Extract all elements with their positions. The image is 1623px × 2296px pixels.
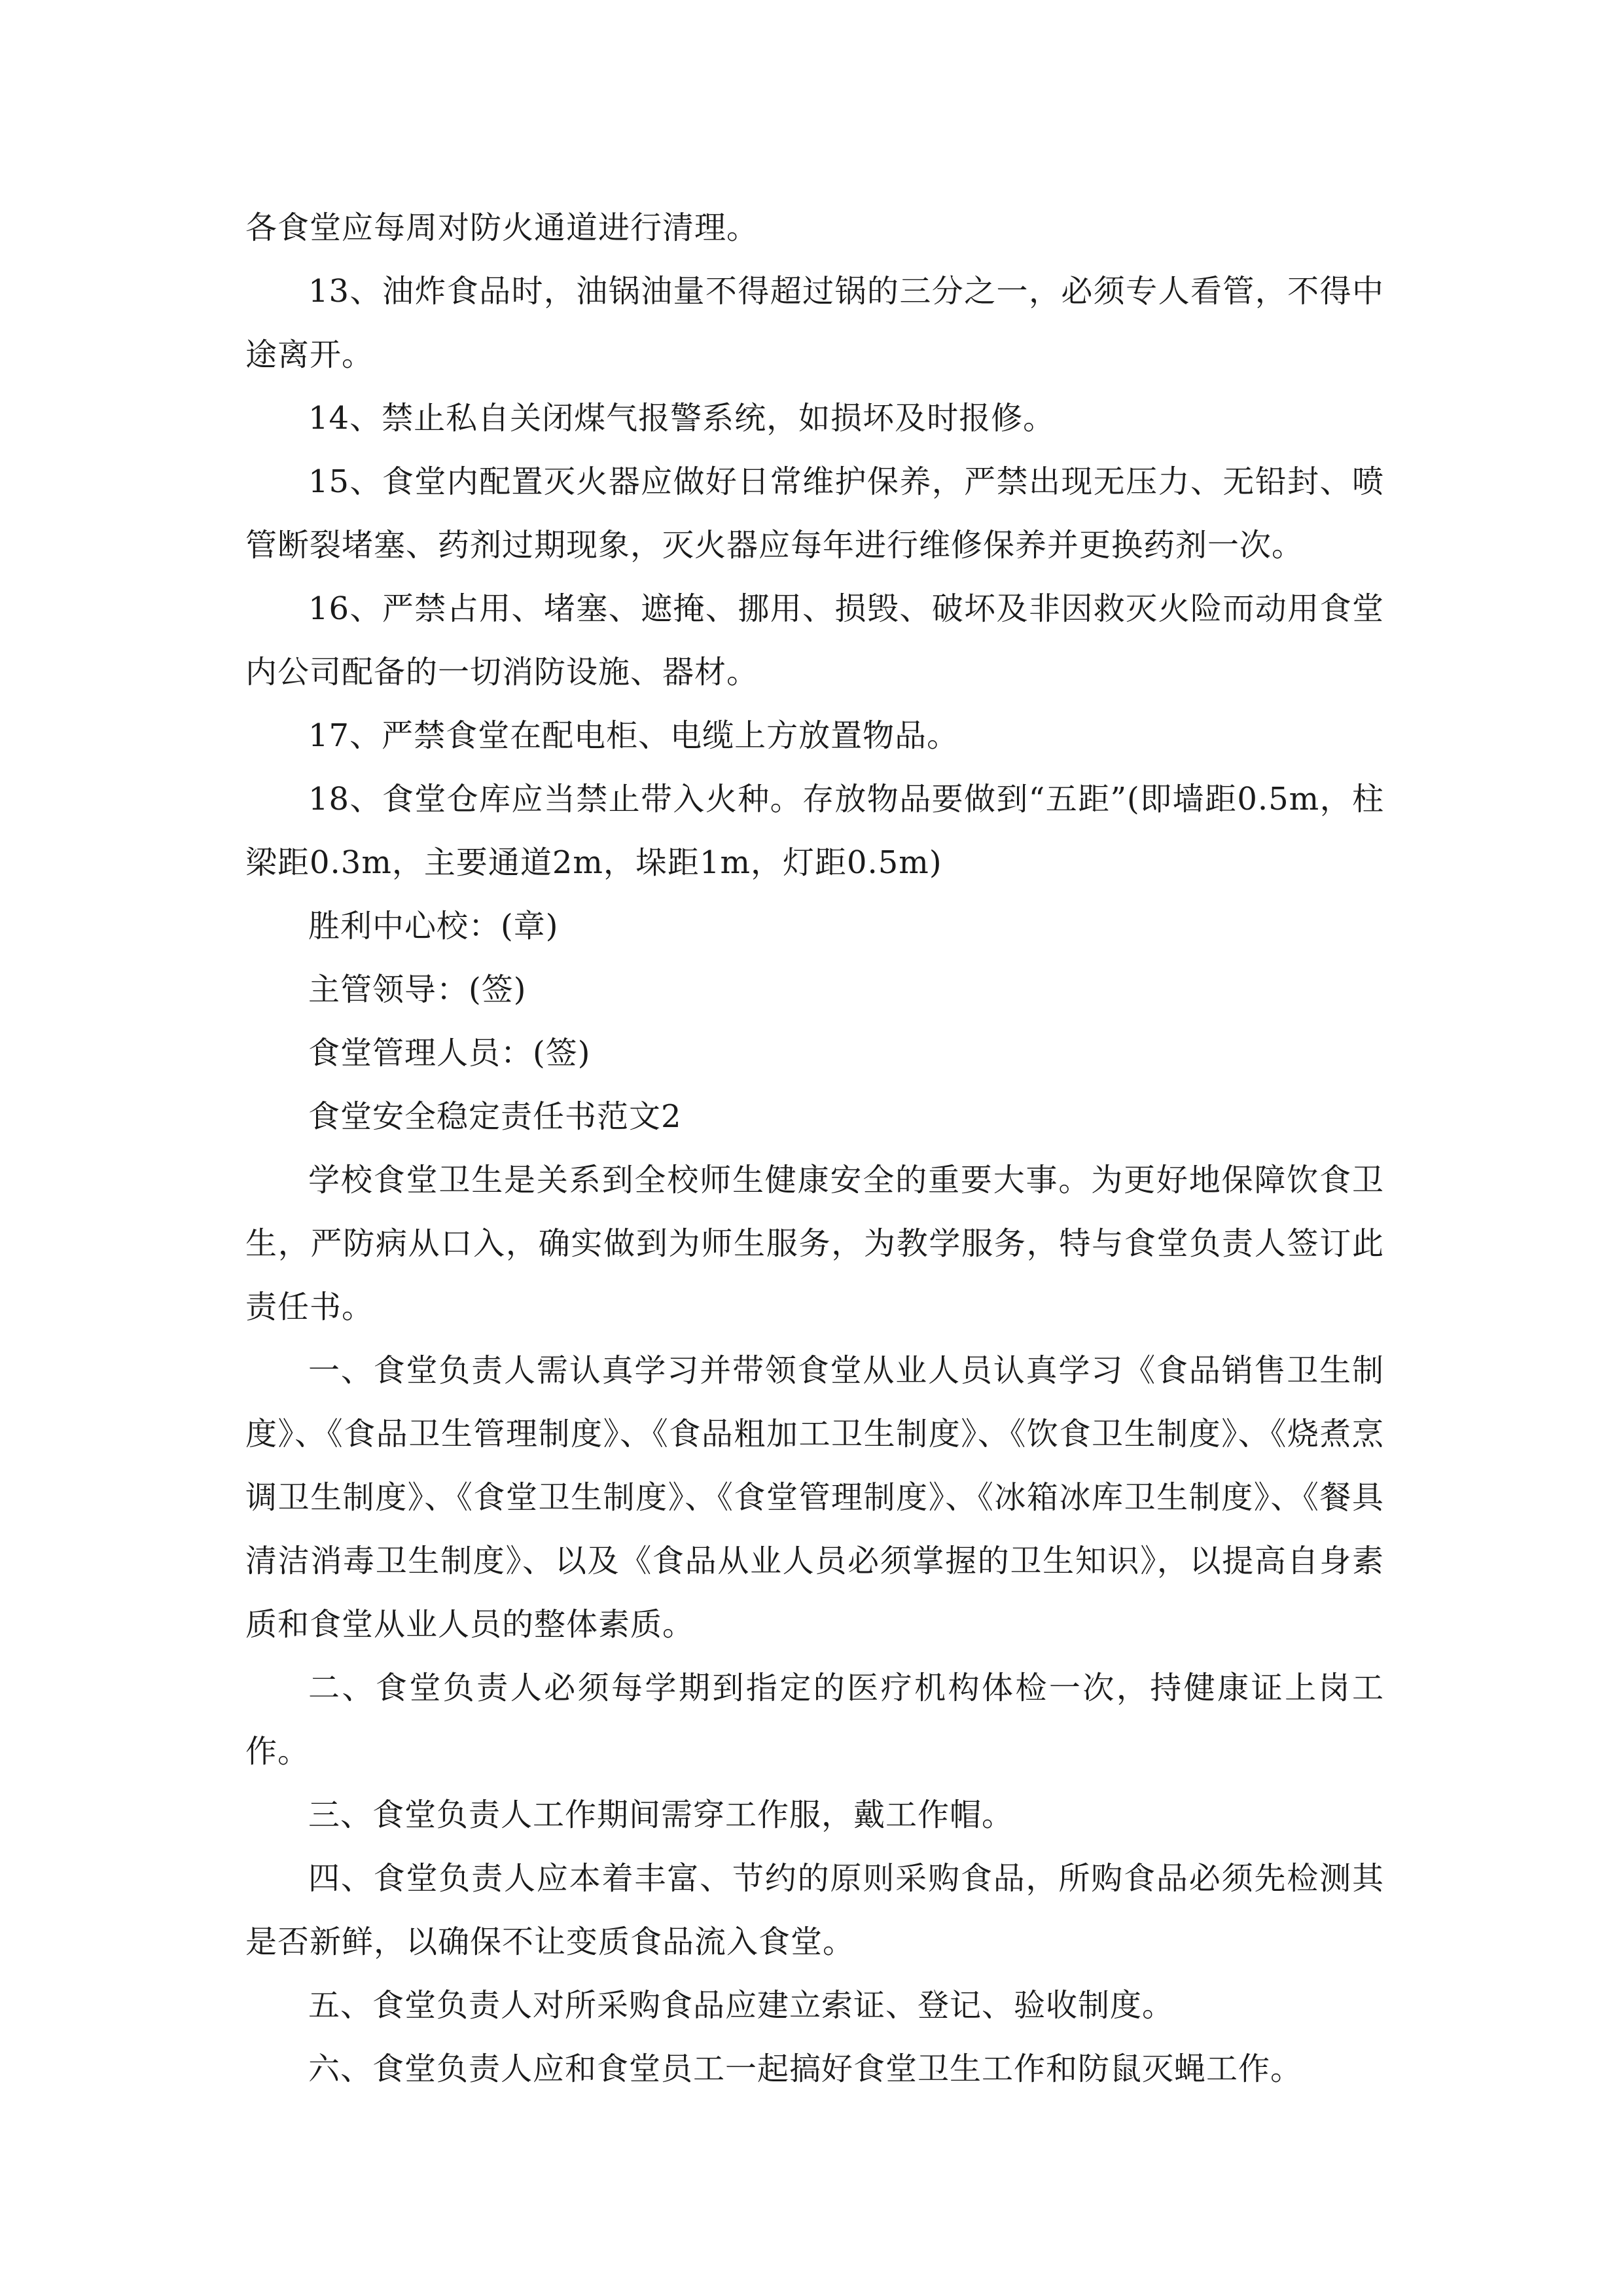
paragraph-fire-passage-cleanup: 各食堂应每周对防火通道进行清理。 (245, 209, 759, 246)
paragraph-item-14: 14、禁止私自关闭煤气报警系统，如损坏及时报修。 (308, 400, 1056, 437)
paragraph-clause-3: 三、食堂负责人工作期间需穿工作服，戴工作帽。 (308, 1797, 1014, 1833)
paragraph-clause-2: 二、食堂负责人必须每学期到指定的医疗机构体检一次，持健康证上岗工作。 (245, 1670, 1384, 1770)
paragraph-clause-4: 四、食堂负责人应本着丰富、节约的原则采购食品，所购食品必须先检测其是否新鲜，以确保不让变质食品流入食堂。 (245, 1860, 1384, 1960)
paragraph-clause-5: 五、食堂负责人对所采购食品应建立索证、登记、验收制度。 (308, 1987, 1175, 2024)
paragraph-item-16: 16、严禁占用、堵塞、遮掩、挪用、损毁、破坏及非因救灭火险而动用食堂内公司配备的一切消防设施、器材。 (245, 590, 1384, 691)
paragraph-item-13: 13、油炸食品时，油锅油量不得超过锅的三分之一，必须专人看管，不得中途离开。 (245, 273, 1384, 373)
paragraph-intro: 学校食堂卫生是关系到全校师生健康安全的重要大事。为更好地保障饮食卫生，严防病从口入，确实做到为师生服务，为教学服务，特与食堂负责人签订此责任书。 (245, 1162, 1384, 1325)
paragraph-clause-6: 六、食堂负责人应和食堂员工一起搞好食堂卫生工作和防鼠灭蝇工作。 (308, 2051, 1303, 2087)
signature-school-seal: 胜利中心校：(章) (308, 908, 559, 944)
paragraph-item-17: 17、严禁食堂在配电柜、电缆上方放置物品。 (308, 717, 959, 754)
paragraph-item-18: 18、食堂仓库应当禁止带入火种。存放物品要做到“五距”(即墙距0.5m，柱梁距0.3m，主要通道2m，垛距1m，灯距0.5m) (245, 781, 1384, 881)
paragraph-item-15: 15、食堂内配置灭火器应做好日常维护保养，严禁出现无压力、无铅封、喷管断裂堵塞、药剂过期现象，灭火器应每年进行维修保养并更换药剂一次。 (245, 463, 1384, 564)
document-body (245, 196, 1384, 2101)
signature-canteen-manager: 食堂管理人员：(签) (308, 1035, 591, 1071)
signature-supervisor: 主管领导：(签) (308, 971, 527, 1008)
paragraph-clause-1: 一、食堂负责人需认真学习并带领食堂从业人员认真学习《食品销售卫生制度》、《食品卫生管理制度》、《食品粗加工卫生制度》、《饮食卫生制度》、《烧煮烹调卫生制度》、《食堂卫生制度》、《食堂管理制度》、《冰箱冰库卫生制度》、《餐具清洁消毒卫生制度》、以及《食品从业人员必须掌握的卫生知识》，以提高自身素质和食堂从业人员的整体素质。 (245, 1352, 1384, 1643)
section-title-sample-2: 食堂安全稳定责任书范文2 (308, 1098, 682, 1135)
